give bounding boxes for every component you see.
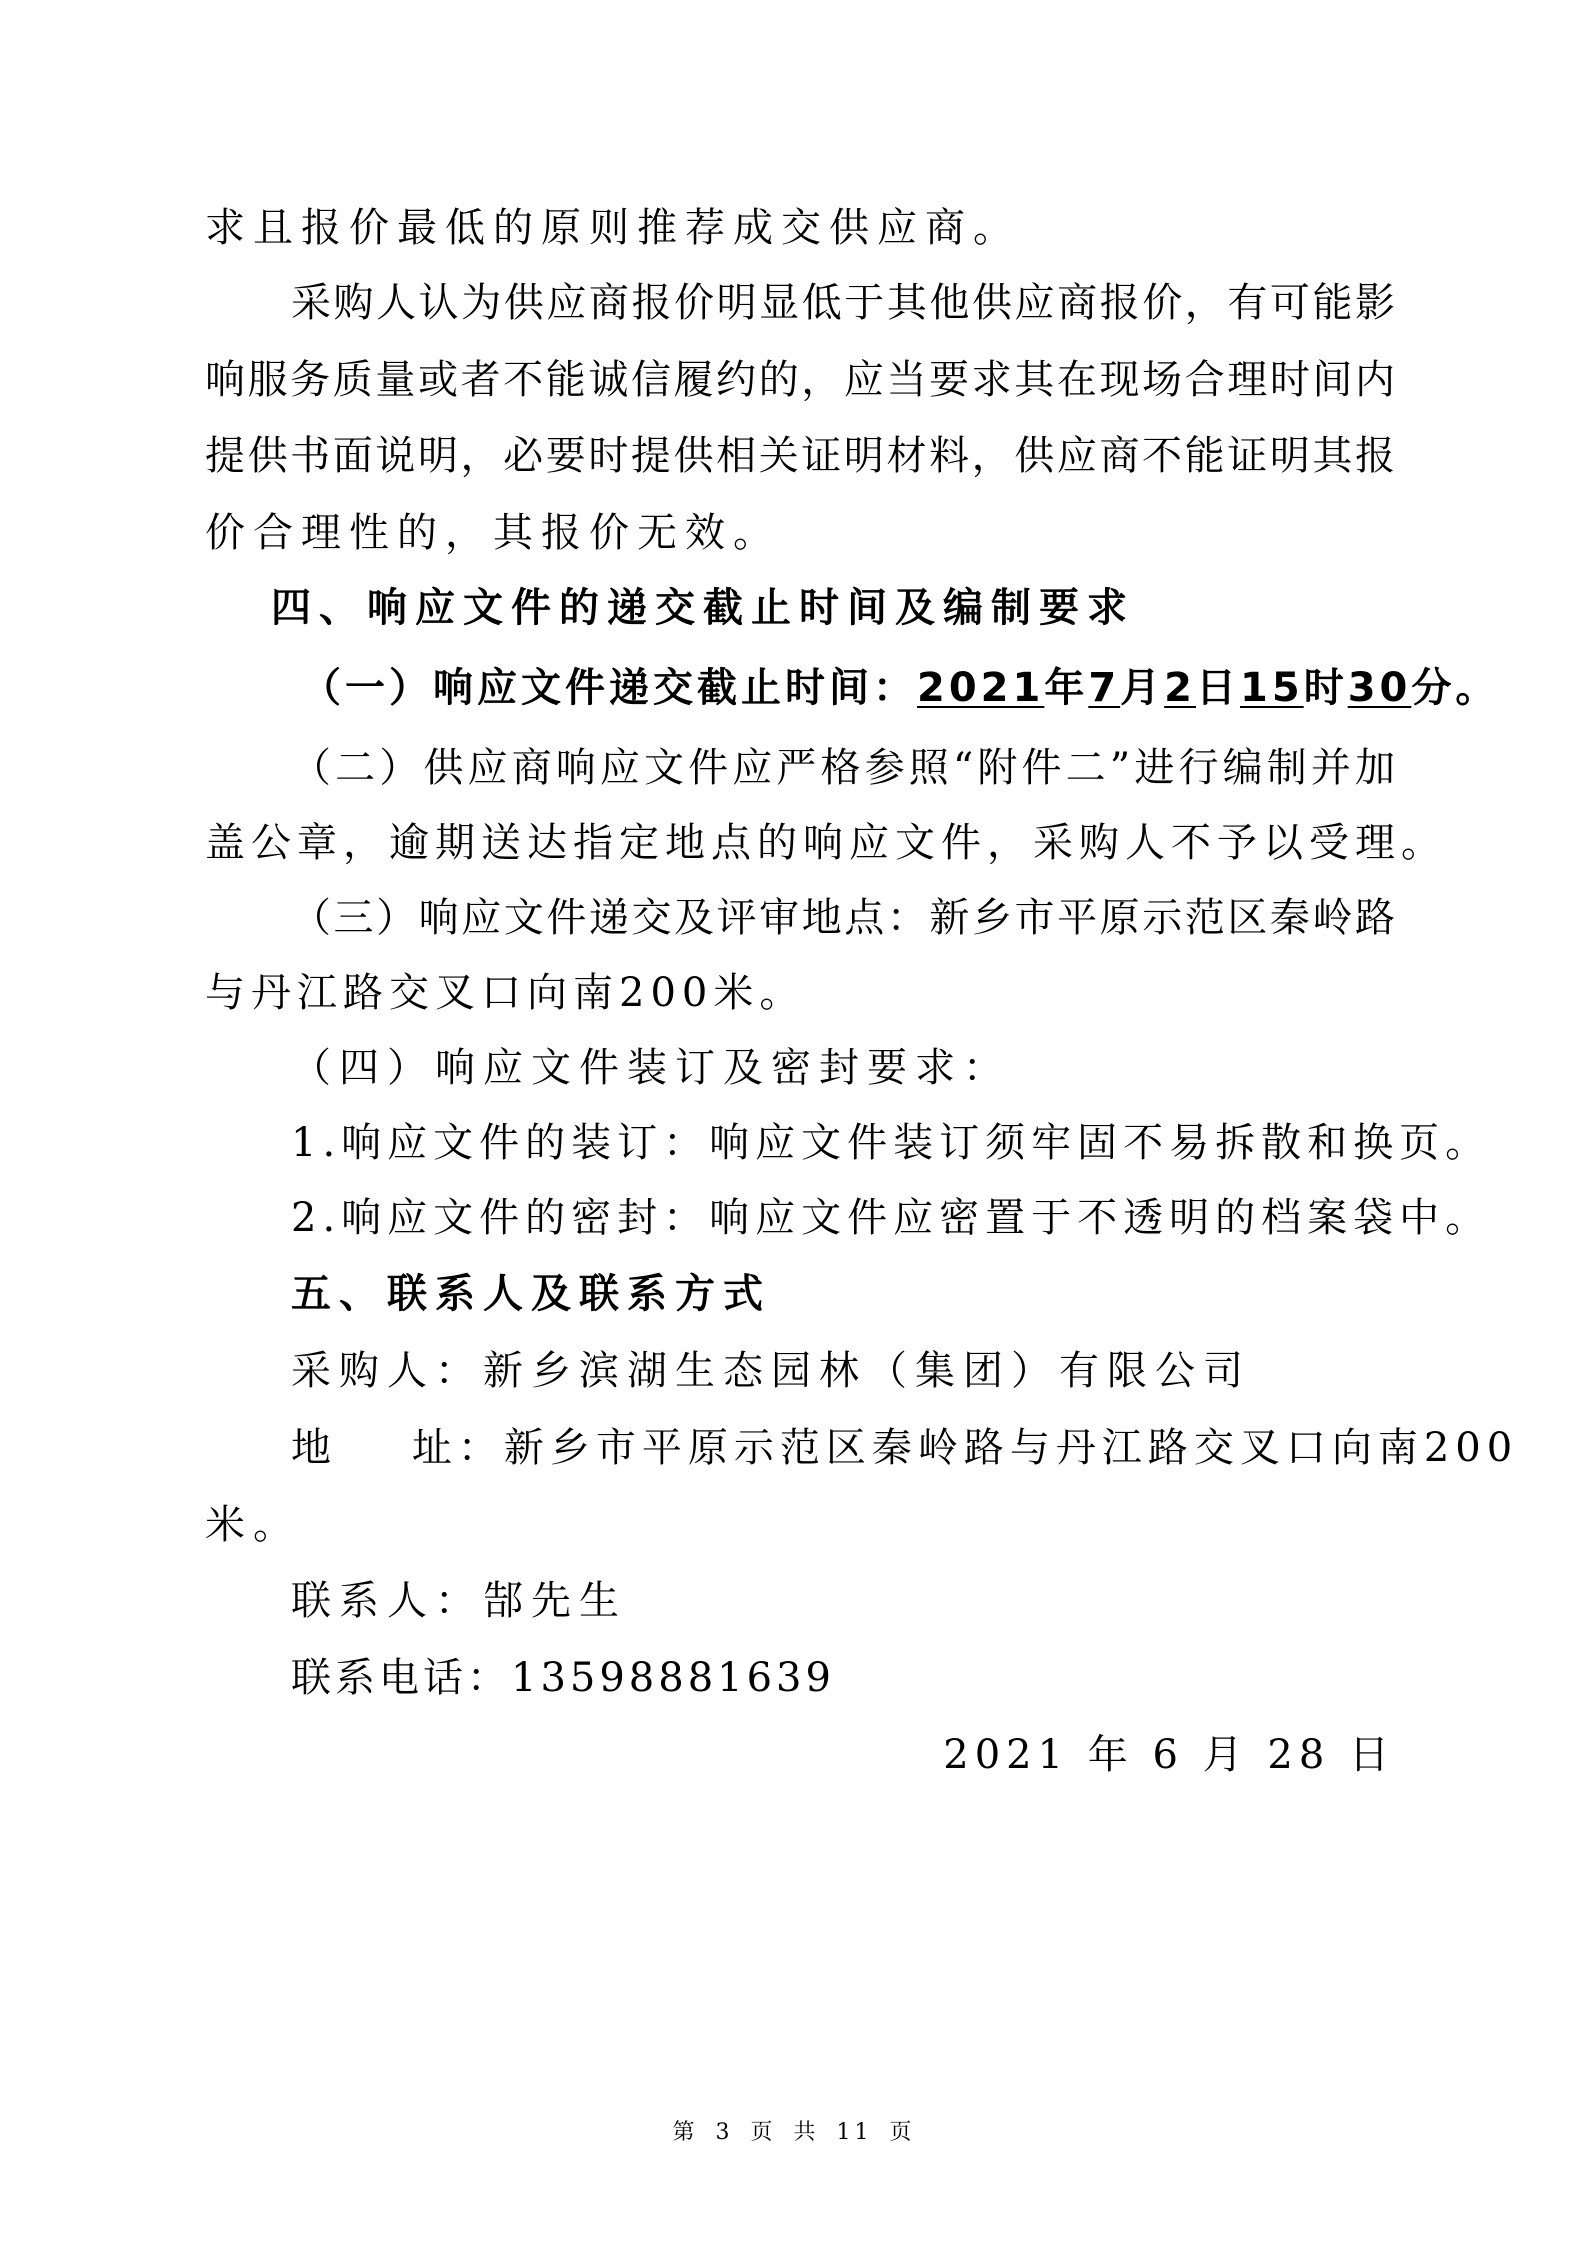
paragraph-line: （四）响应文件装订及密封要求： — [291, 1045, 1011, 1091]
paragraph-line: 价合理性的，其报价无效。 — [205, 510, 781, 556]
phone-line: 联系电话：13598881639 — [291, 1655, 835, 1701]
paragraph-line: 盖公章，逾期送达指定地点的响应文件，采购人不予以受理。 — [205, 820, 1447, 866]
purchaser-line: 采购人：新乡滨湖生态园林（集团）有限公司 — [291, 1348, 1251, 1394]
paragraph-line: 求且报价最低的原则推荐成交供应商。 — [205, 205, 1021, 251]
paragraph-line: 采购人认为供应商报价明显低于其他供应商报价，有可能影 — [291, 280, 1395, 326]
deadline-hour-unit: 时 — [1303, 665, 1348, 711]
deadline-line — [205, 660, 1500, 716]
paragraph-line: 响服务质量或者不能诚信履约的，应当要求其在现场合理时间内 — [205, 357, 1395, 403]
deadline-month: 7 — [1088, 665, 1121, 711]
deadline-hour: 15 — [1240, 665, 1304, 711]
page-footer — [0, 2118, 1588, 2148]
deadline-month-unit: 月 — [1120, 665, 1165, 711]
paragraph-line: 与丹江路交叉口向南200米。 — [205, 970, 806, 1016]
deadline-day-unit: 日 — [1196, 665, 1241, 711]
footer-total-pages: 11 — [836, 2120, 873, 2145]
deadline-minute-unit: 分。 — [1411, 665, 1500, 711]
paragraph-line: （二）供应商响应文件应严格参照“附件二”进行编制并加 — [291, 745, 1395, 791]
list-item: 1.响应文件的装订：响应文件装订须牢固不易拆散和换页。 — [291, 1120, 1492, 1166]
section-heading: 五、联系人及联系方式 — [291, 1271, 771, 1317]
deadline-year-unit: 年 — [1044, 665, 1089, 711]
paragraph-line: （三）响应文件递交及评审地点：新乡市平原示范区秦岭路 — [291, 895, 1395, 941]
address-line: 米。 — [205, 1502, 301, 1548]
deadline-minute: 30 — [1347, 665, 1412, 711]
deadline-day: 2 — [1164, 665, 1197, 711]
paragraph-line: 提供书面说明，必要时提供相关证明材料，供应商不能证明其报 — [205, 433, 1395, 479]
contact-line: 联系人：郜先生 — [291, 1578, 627, 1624]
deadline-year: 2021 — [917, 665, 1045, 711]
document-date: 2021 年 6 月 28 日 — [943, 1732, 1395, 1778]
footer-ye2: 页 — [889, 2120, 916, 2145]
section-heading: 四、响应文件的递交截止时间及编制要求 — [271, 585, 1135, 631]
footer-gong: 共 — [793, 2120, 820, 2145]
list-item: 2.响应文件的密封：响应文件应密置于不透明的档案袋中。 — [291, 1195, 1492, 1241]
deadline-label: （一）响应文件递交截止时间： — [301, 665, 917, 711]
address-line: 地 址：新乡市平原示范区秦岭路与丹江路交叉口向南200 — [291, 1425, 1519, 1471]
footer-ye: 页 — [750, 2120, 777, 2145]
footer-page-number: 3 — [715, 2120, 734, 2145]
footer-di: 第 — [672, 2120, 699, 2145]
